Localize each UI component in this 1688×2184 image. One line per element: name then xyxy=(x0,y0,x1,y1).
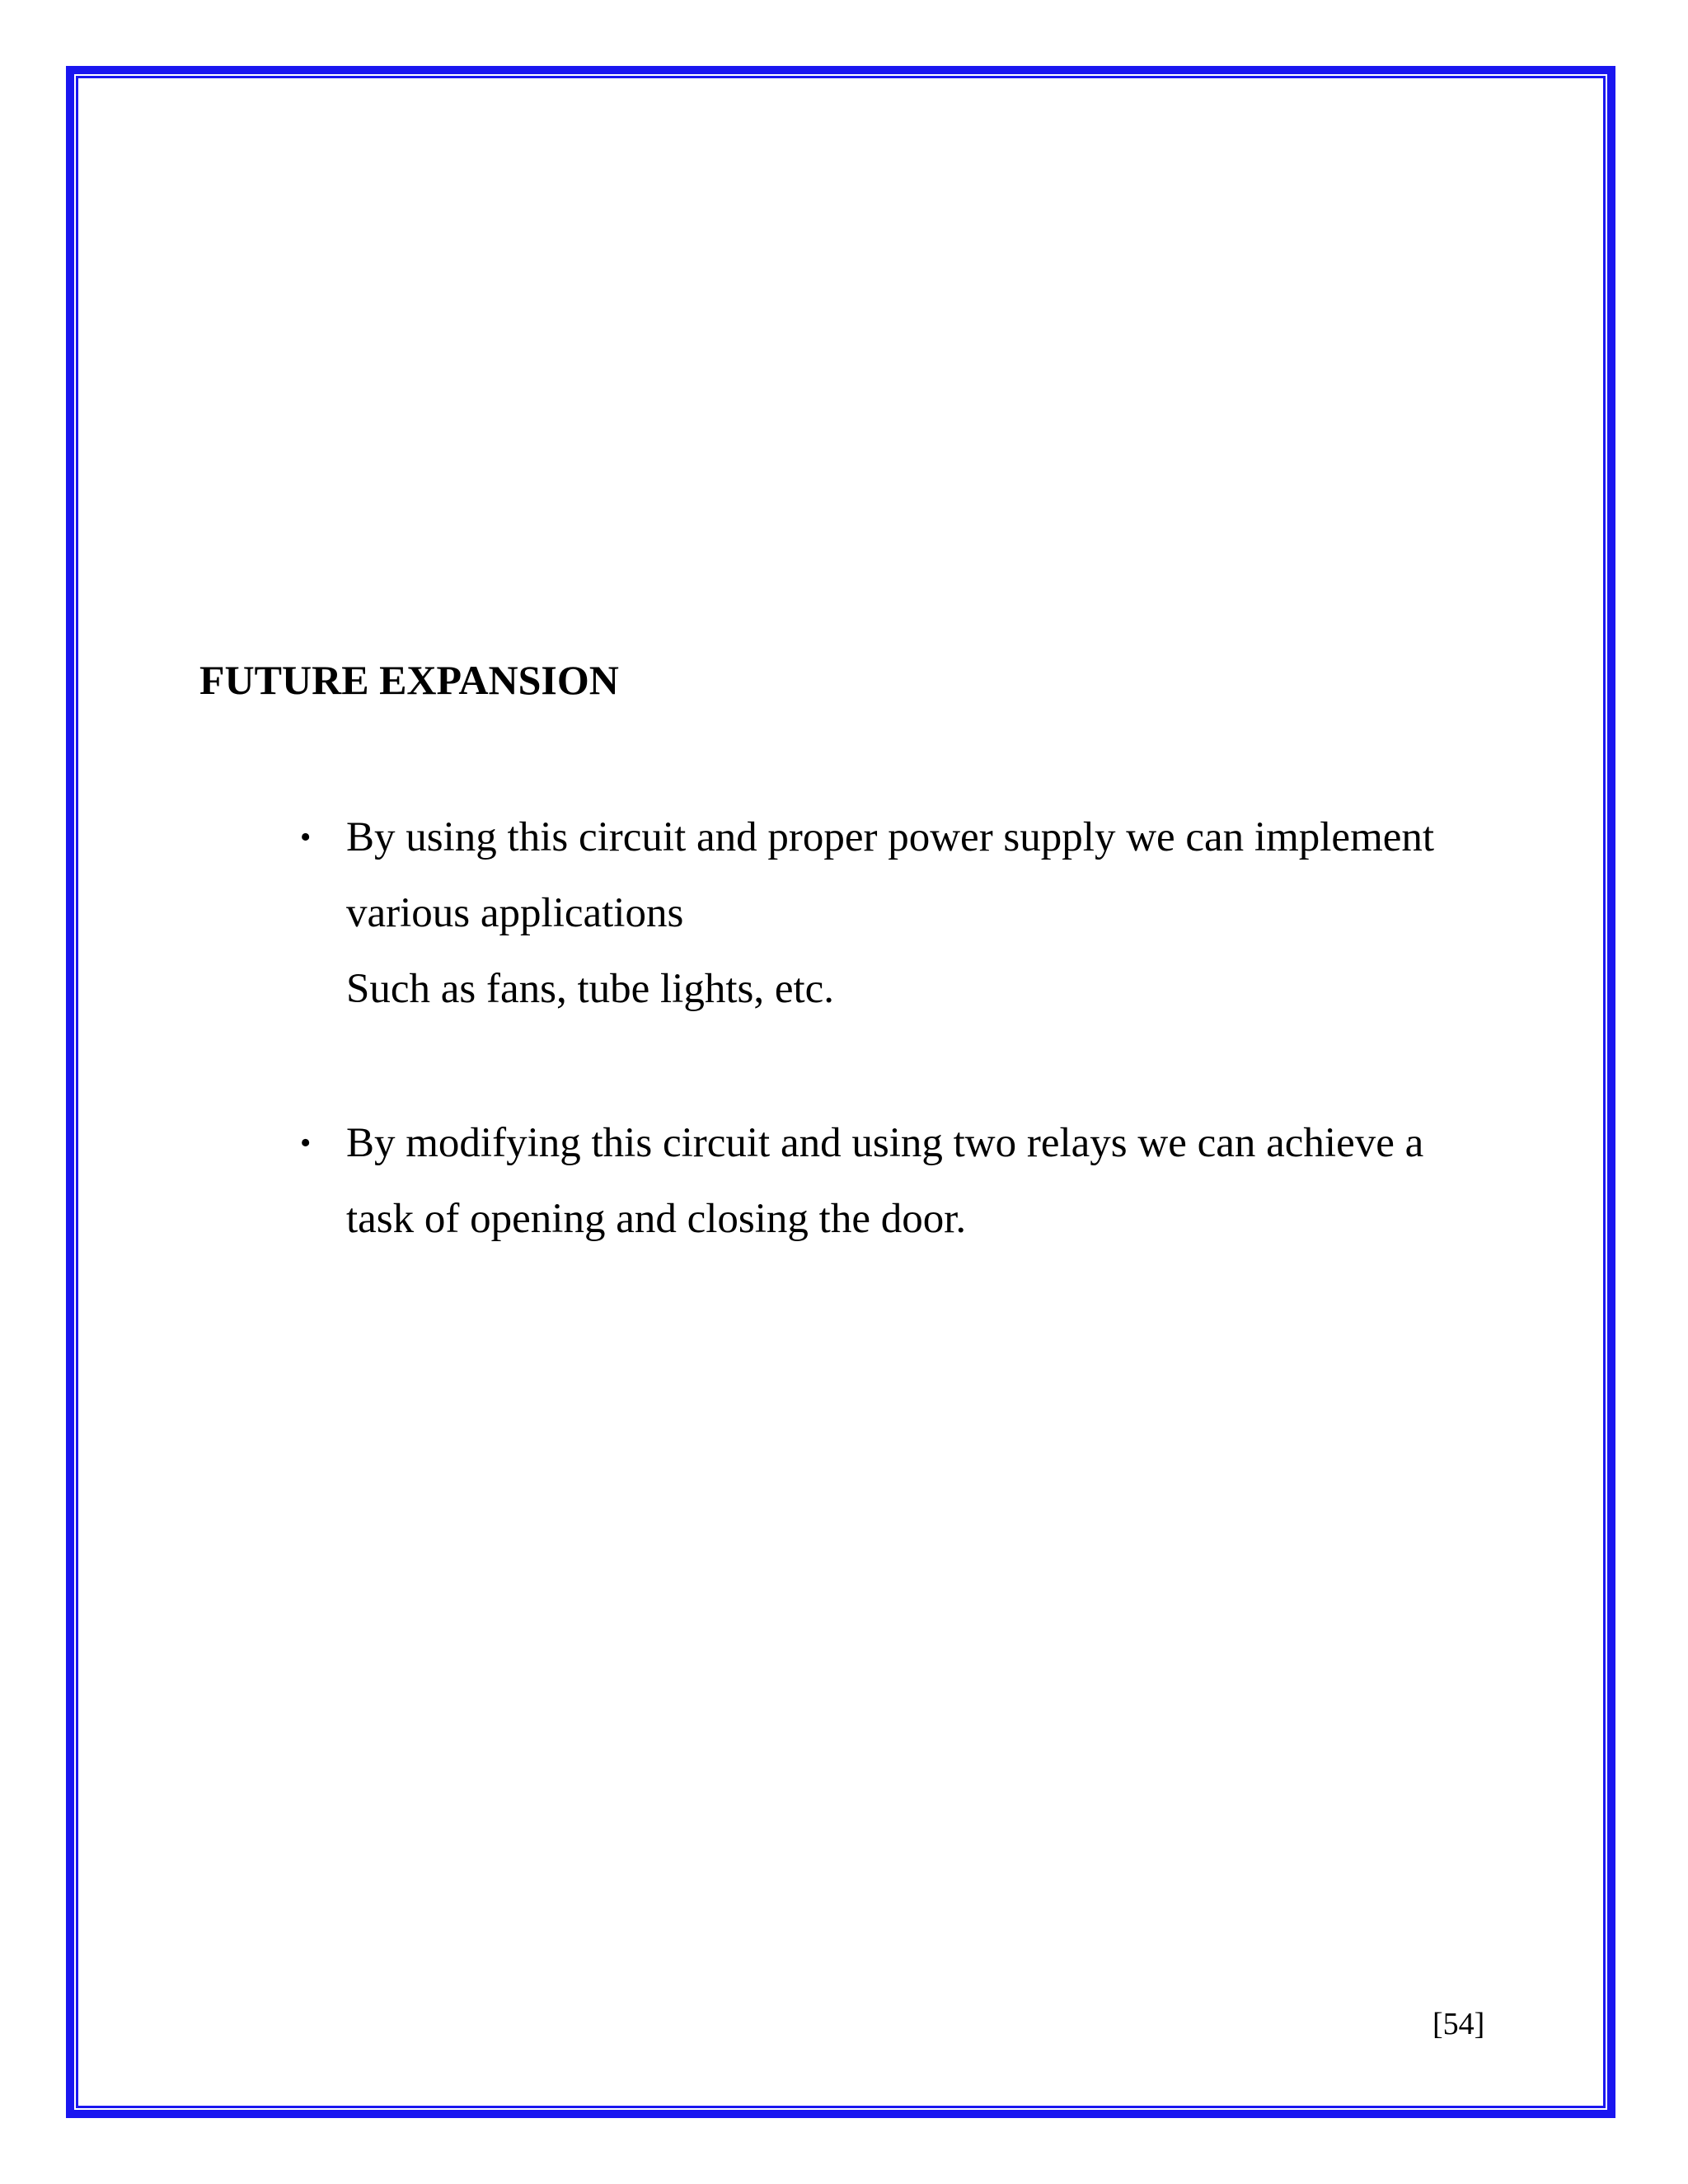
list-item-line: Such as fans, tube lights, etc. xyxy=(346,966,835,1012)
list-item-line: various applications xyxy=(346,890,684,936)
page-border-inner xyxy=(76,76,1606,2108)
section-heading: FUTURE EXPANSION xyxy=(199,657,619,703)
list-item xyxy=(346,799,1500,1027)
page-number: [54] xyxy=(1432,2007,1485,2041)
list-item-line: task of opening and closing the door. xyxy=(346,1196,967,1242)
bullet-icon: • xyxy=(300,820,312,855)
bullet-icon: • xyxy=(300,1126,312,1160)
list-item-line: By modifying this circuit and using two relays we can achieve a xyxy=(346,1120,1424,1166)
list-item-line: By using this circuit and proper power supply we can implement xyxy=(346,814,1435,860)
list-item xyxy=(346,1105,1500,1257)
